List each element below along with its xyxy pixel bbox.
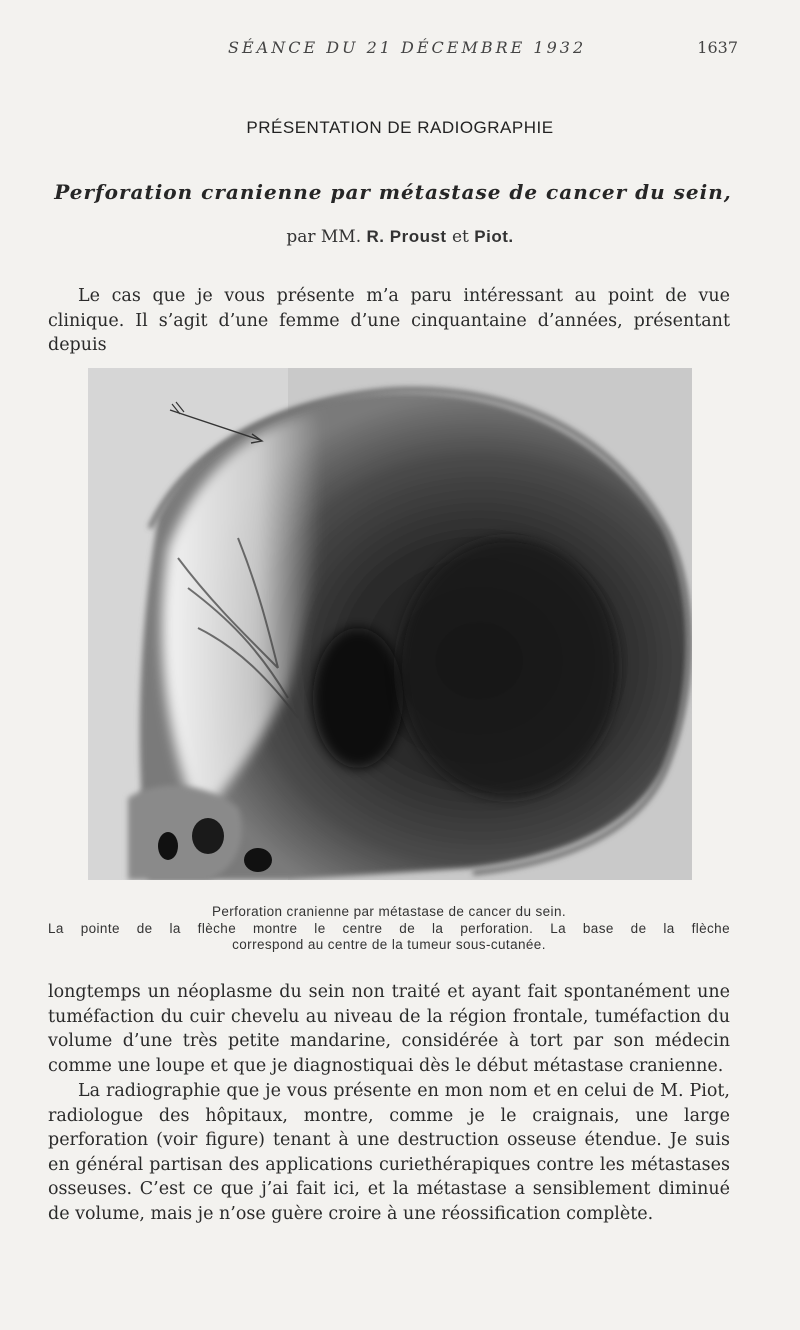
page-number: 1637 xyxy=(697,38,738,57)
authors-prefix: par MM. xyxy=(286,227,362,247)
figure-caption xyxy=(48,904,730,954)
article-title: Perforation cranienne par métastase de cancer du sein, xyxy=(54,180,732,204)
article-authors xyxy=(0,227,800,247)
section-title: PRÉSENTATION DE RADIOGRAPHIE xyxy=(246,118,554,137)
caption-line-2: La pointe de la flèche montre le centre de la perforation. La base de la flèche xyxy=(48,920,730,936)
authors-conjunction: et xyxy=(451,227,469,247)
skull-radiograph-image xyxy=(88,368,692,880)
caption-line-3: correspond au centre de la tumeur sous-cutanée. xyxy=(232,937,546,952)
running-head-title: SÉANCE DU 21 DÉCEMBRE 1932 xyxy=(228,38,587,57)
skull-radiograph-figure xyxy=(88,368,692,880)
author-name: R. Proust xyxy=(366,227,447,246)
caption-line-1: Perforation cranienne par métastase de cancer du sein. xyxy=(211,904,567,919)
paragraph-continued: longtemps un néoplasme du sein non traité et ayant fait spontanément une tuméfaction du cuir chevelu au niveau de la région frontale, tuméfaction du volume d’une très petite mandarine, considérée à tort par son médecin comme une loupe et que je diagnostiquai dès le début métastase cranienne. xyxy=(48,982,730,1076)
paragraph-intro: Le cas que je vous présente m’a paru intéressant au point de vue clinique. Il s’agit d’une femme d’une cinquantaine d’années, présentant depuis xyxy=(48,286,730,356)
author-name: Piot. xyxy=(474,227,514,246)
paragraph-second: La radiographie que je vous présente en mon nom et en celui de M. Piot, radiologue des hôpitaux, montre, comme je le craignais, une large perforation (voir figure) tenant à une destruction osseuse étendue. Je suis en général partisan des applications curiethérapiques contre les métastases osseuses. C’est ce que j’ai fait ici, et la métastase a sensiblement diminué de volume, mais je n’ose guère croire à une réossification complète. xyxy=(48,1081,730,1224)
